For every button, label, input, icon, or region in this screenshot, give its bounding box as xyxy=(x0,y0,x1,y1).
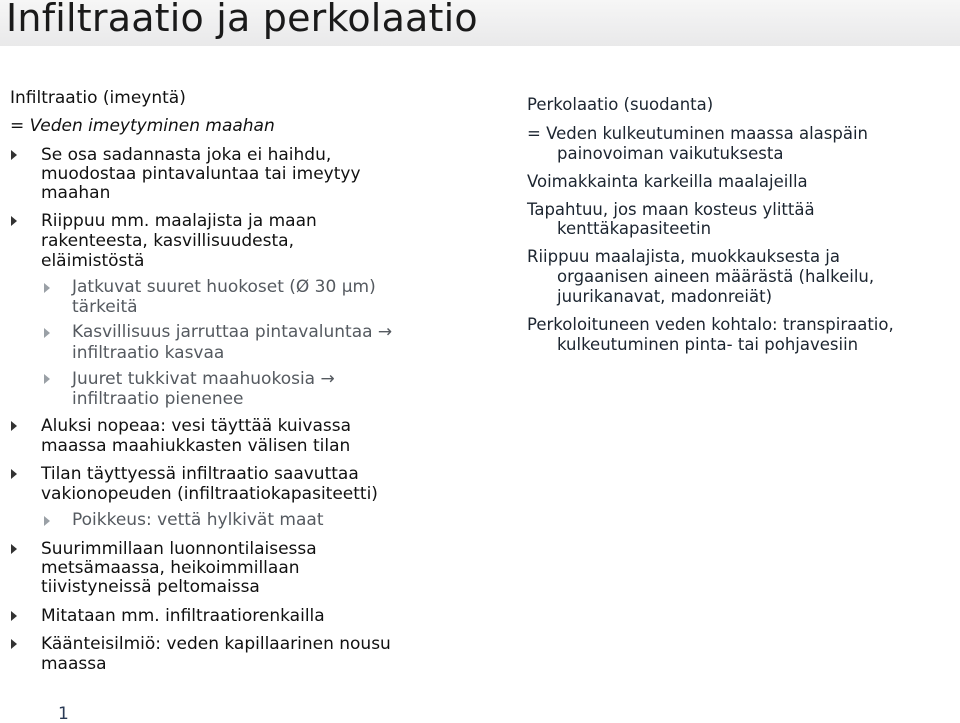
slide-title: Infiltraatio ja perkolaatio xyxy=(6,0,478,40)
right-line: orgaanisen aineen määrästä (halkeilu, xyxy=(557,267,875,286)
sub-bullet-line: infiltraatio pienenee xyxy=(72,389,244,409)
bullet-icon xyxy=(11,150,17,160)
bullet-line: Riippuu mm. maalajista ja maan xyxy=(41,211,317,231)
bullet-line: tiivistyneissä peltomaissa xyxy=(41,577,260,597)
bullet-line: muodostaa pintavaluntaa tai imeytyy xyxy=(41,164,361,184)
bullet-line: Aluksi nopeaa: vesi täyttää kuivassa xyxy=(41,416,351,436)
bullet-line: rakenteesta, kasvillisuudesta, xyxy=(41,231,294,251)
right-line: painovoiman vaikutuksesta xyxy=(557,144,784,163)
percolation-heading: Perkolaatio (suodanta) xyxy=(527,95,714,114)
sub-bullet-icon xyxy=(44,374,50,384)
bullet-line: maassa maahiukkasten välisen tilan xyxy=(41,436,351,456)
sub-bullet-line: Poikkeus: vettä hylkivät maat xyxy=(72,510,324,530)
right-line: Tapahtuu, jos maan kosteus ylittää xyxy=(527,200,815,219)
right-line: Voimakkainta karkeilla maalajeilla xyxy=(527,172,808,191)
sub-bullet-icon xyxy=(44,328,50,338)
page-number: 1 xyxy=(58,704,69,723)
sub-bullet-line: Juuret tukkivat maahuokosia → xyxy=(72,369,335,389)
sub-bullet-icon xyxy=(44,516,50,526)
bullet-line: maassa xyxy=(41,654,107,674)
bullet-icon xyxy=(11,639,17,649)
bullet-line: eläimistöstä xyxy=(41,251,145,271)
infiltration-heading: Infiltraatio (imeyntä) xyxy=(10,88,186,108)
bullet-icon xyxy=(11,544,17,554)
right-line: kulkeutuminen pinta- tai pohjavesiin xyxy=(557,335,859,354)
bullet-line: Se osa sadannasta joka ei haihdu, xyxy=(41,145,332,165)
bullet-icon xyxy=(11,611,17,621)
infiltration-definition: = Veden imeytyminen maahan xyxy=(10,116,275,136)
right-line: kenttäkapasiteetin xyxy=(557,219,712,238)
bullet-line: Mitataan mm. infiltraatiorenkailla xyxy=(41,606,325,626)
bullet-icon xyxy=(11,216,17,226)
bullet-line: Käänteisilmiö: veden kapillaarinen nousu xyxy=(41,634,391,654)
bullet-line: maahan xyxy=(41,183,111,203)
right-line: Riippuu maalajista, muokkauksesta ja xyxy=(527,247,841,266)
sub-bullet-line: tärkeitä xyxy=(72,297,138,317)
bullet-icon xyxy=(11,421,17,431)
sub-bullet-line: Jatkuvat suuret huokoset (Ø 30 µm) xyxy=(72,277,376,297)
bullet-line: metsämaassa, heikoimmillaan xyxy=(41,558,300,578)
right-line: juurikanavat, madonreiät) xyxy=(557,287,773,306)
sub-bullet-line: Kasvillisuus jarruttaa pintavaluntaa → xyxy=(72,322,393,342)
right-line: Perkoloituneen veden kohtalo: transpiraatio, xyxy=(527,315,894,334)
bullet-icon xyxy=(11,469,17,479)
bullet-line: Tilan täyttyessä infiltraatio saavuttaa xyxy=(41,464,359,484)
bullet-line: vakionopeuden (infiltraatiokapasiteetti) xyxy=(41,484,378,504)
sub-bullet-line: infiltraatio kasvaa xyxy=(72,343,225,363)
bullet-line: Suurimmillaan luonnontilaisessa xyxy=(41,539,317,559)
right-line: = Veden kulkeutuminen maassa alaspäin xyxy=(527,124,868,143)
sub-bullet-icon xyxy=(44,283,50,293)
